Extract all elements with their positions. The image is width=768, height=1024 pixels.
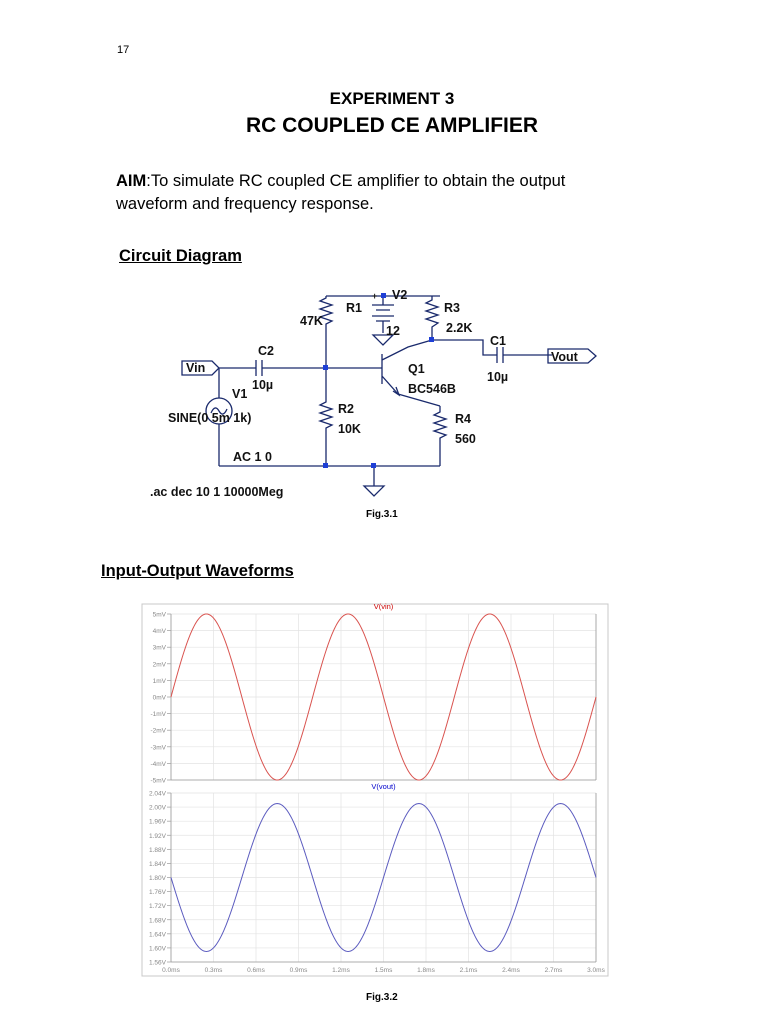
y-tick-label: -1mV [150, 711, 166, 719]
vout-label: Vout [551, 350, 578, 364]
x-tick-label: 2.4ms [502, 967, 520, 974]
x-tick-label: 1.2ms [332, 967, 350, 974]
y-tick-label: 2mV [152, 661, 166, 669]
v2-value: 12 [386, 324, 400, 338]
x-tick-label: 0.3ms [204, 967, 223, 974]
x-tick-label: 0.6ms [247, 967, 265, 974]
r1-value: 47K [300, 314, 323, 328]
y-tick-label: 1.72V [149, 903, 166, 911]
figure-caption-1: Fig.3.1 [366, 509, 398, 520]
y-tick-label: 4mV [152, 628, 166, 636]
c1-label: C1 [490, 334, 506, 348]
aim-text: :To simulate RC coupled CE amplifier to obtain the output waveform and frequency response. [116, 172, 566, 213]
q1-label: Q1 [408, 362, 425, 376]
v1-label: V1 [232, 387, 248, 401]
aim-label: AIM [116, 172, 147, 190]
page-number: 17 [117, 44, 130, 56]
y-tick-label: 2.00V [149, 804, 166, 812]
ac-value: AC 1 0 [233, 450, 272, 464]
x-tick-label: 3.0ms [587, 967, 605, 974]
y-tick-label: 1.80V [149, 875, 166, 882]
circuit-diagram-heading: Circuit Diagram [119, 247, 242, 265]
y-tick-label: 5mV [152, 611, 166, 619]
y-tick-label: 1.68V [149, 917, 166, 925]
x-tick-label: 2.7ms [544, 967, 563, 974]
r2-value: 10K [338, 422, 361, 436]
y-tick-label: 3mV [152, 644, 166, 652]
c1-value: 10µ [487, 370, 509, 384]
r3-label: R3 [444, 301, 460, 315]
y-tick-label: 1mV [152, 677, 166, 685]
x-tick-label: 1.5ms [374, 967, 393, 974]
y-tick-label: 0mV [152, 694, 166, 702]
r2-label: R2 [338, 402, 354, 416]
c2-value: 10µ [252, 378, 274, 392]
q1-value: BC546B [408, 382, 456, 396]
y-tick-label: -4mV [150, 760, 166, 768]
y-tick-label: 2.04V [149, 790, 166, 798]
series-title: V(vout) [371, 782, 396, 791]
sim-directive: .ac dec 10 1 10000Meg [150, 485, 284, 499]
r3-value: 2.2K [446, 321, 473, 335]
waveforms-heading: Input-Output Waveforms [101, 562, 294, 580]
y-tick-label: 1.64V [149, 931, 166, 939]
experiment-title: RC COUPLED CE AMPLIFIER [245, 114, 539, 137]
figure-caption-2: Fig.3.2 [366, 992, 398, 1003]
y-tick-label: 1.88V [149, 846, 166, 854]
v2-label: V2 [392, 288, 408, 302]
r4-label: R4 [455, 412, 471, 426]
y-tick-label: 1.96V [149, 818, 166, 826]
y-tick-label: 1.56V [149, 959, 166, 967]
y-tick-label: 1.76V [149, 889, 166, 897]
x-tick-label: 0.9ms [289, 967, 308, 974]
y-tick-label: -3mV [150, 744, 166, 752]
y-tick-label: 1.60V [149, 945, 166, 953]
r1-label: R1 [346, 301, 362, 315]
y-tick-label: -5mV [150, 777, 166, 785]
v2-plus: + [372, 291, 378, 301]
c2-label: C2 [258, 344, 274, 358]
y-tick-label: -2mV [150, 727, 166, 735]
vin-label: Vin [186, 361, 206, 375]
r4-value: 560 [455, 432, 476, 446]
v1-value: SINE(0 5m 1k) [168, 411, 252, 425]
x-tick-label: 2.1ms [459, 967, 478, 974]
y-tick-label: 1.84V [149, 860, 166, 868]
experiment-number: EXPERIMENT 3 [329, 89, 455, 108]
series-title: V(vin) [373, 602, 394, 611]
x-tick-label: 1.8ms [417, 967, 435, 974]
y-tick-label: 1.92V [149, 832, 166, 840]
x-tick-label: 0.0ms [162, 967, 180, 974]
